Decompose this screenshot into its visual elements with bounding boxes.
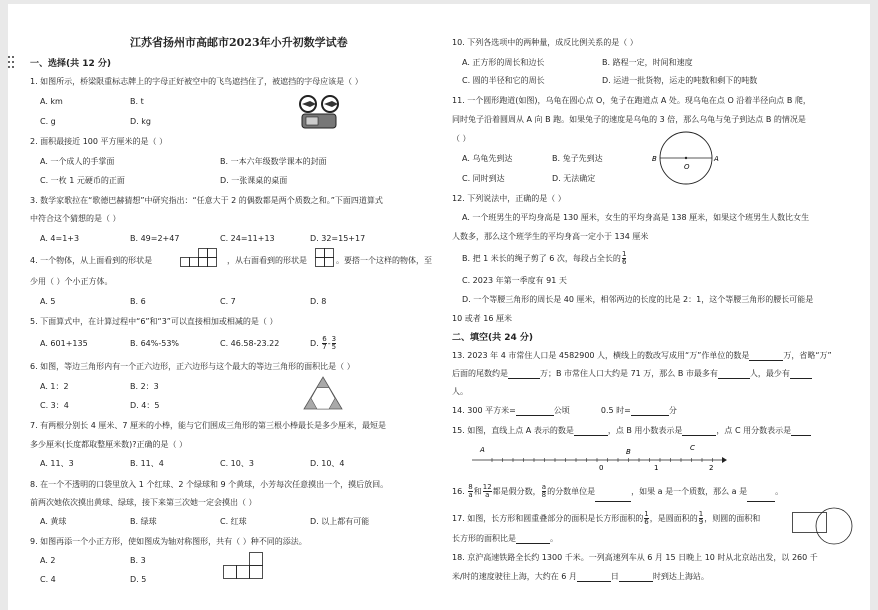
q15-tick-2: 2 <box>709 464 714 472</box>
q7-option-b: B. 11、4 <box>130 459 164 468</box>
q2-stem: 2. 面积最接近 100 平方厘米的是（ ） <box>30 137 168 146</box>
q3-stem-line2: 中符合这个猜想的是（ ） <box>30 214 121 223</box>
q4-stem-part1: 4. 一个物体，从上面看到的形状是 <box>30 256 153 265</box>
q10-stem: 10. 下列各选项中的两种量，成反比例关系的是（ ） <box>452 38 638 47</box>
q4-option-a: A. 5 <box>40 297 56 306</box>
q6-option-b: B. 2：3 <box>130 382 159 391</box>
q1-option-c: C. g <box>40 117 56 126</box>
q1-sign-bird-illustration <box>296 94 342 130</box>
q10-option-c: C. 圆的半径和它的周长 <box>462 76 545 85</box>
q13-blank-4[interactable] <box>790 369 812 379</box>
q11-option-c: C. 同时到达 <box>462 174 505 183</box>
q1-option-b: B. t <box>130 97 144 106</box>
q16-blank-2[interactable] <box>747 492 775 502</box>
q12-stem: 12. 下列说法中，正确的是（ ） <box>452 194 566 203</box>
q15-blank-1[interactable] <box>574 426 608 436</box>
q7-option-a: A. 11、3 <box>40 459 74 468</box>
q15-point-c-label: C <box>690 444 695 452</box>
q18-line1: 18. 京沪高速铁路全长约 1300 千米。一列高速列车从 6 月 15 日晚上 10 时从北京站出发，以 260 千 <box>452 553 818 562</box>
q12-option-c: C. 2023 年第一季度有 91 天 <box>462 276 567 285</box>
q5-option-d: D. $\frac{6}{7}$ - $\frac{3}{5}$ <box>310 335 337 351</box>
q9-option-d: D. 5 <box>130 575 147 584</box>
q15-blank-2[interactable] <box>682 426 716 436</box>
q15-number-line <box>472 442 726 472</box>
q11-stem-line2: 同时兔子沿着圆周从 A 向 B 跑。如果兔子的速度是乌龟的 3 倍，那么乌龟与兔子到达点 B 的情况是 <box>452 115 806 124</box>
q14-blank-2[interactable] <box>631 406 669 416</box>
q10-option-a: A. 正方形的周长和边长 <box>462 58 545 67</box>
q1-stem: 1. 如图所示，桥梁限重标志牌上的字母正好被空中的飞鸟遮挡住了，被遮挡的字母应该是（ ） <box>30 77 363 86</box>
q4-top-view-figure <box>180 247 226 267</box>
q2-option-c: C. 一枚 1 元硬币的正面 <box>40 176 125 185</box>
q13-line1: 13. 2023 年 4 市常住人口是 4582900 人，横线上的数改写成用“万”作单位的数是 万，省略“万” <box>452 351 832 360</box>
q3-stem-line1: 3. 数学家歌拉在“歌德巴赫猜想”中研究指出：“任意大于 2 的偶数都是两个质数之和。”下面四道算式 <box>30 196 383 205</box>
q2-option-a: A. 一个成人的手掌面 <box>40 157 115 166</box>
q12-option-b: B. 把 1 米长的绳子剪了 6 次，每段占全长的 $\frac{1}{6}$ <box>462 250 627 266</box>
q4-option-b: B. 6 <box>130 297 146 306</box>
q18-blank-2[interactable] <box>619 572 653 582</box>
q14-blank-1[interactable] <box>516 406 554 416</box>
q9-option-a: A. 2 <box>40 556 56 565</box>
q4-stem-part3: 。要搭一个这样的物体，至 <box>336 256 432 265</box>
q12-option-d-line2: 10 或者 16 厘米 <box>452 314 512 323</box>
q12-option-d-line1: D. 一个等腰三角形的周长是 40 厘米，相邻两边的长度的比是 2：1，这个等腰三角形的腰长可能是 <box>462 295 814 304</box>
q17-line1: 17. 如图，长方形和圆重叠部分的面积是长方形面积的 $\frac{1}{6}$ ，是圆面积的 $\frac{1}{9}$ ，则圆的面积和 <box>452 510 761 526</box>
q15-line: 15. 如图，直线上点 A 表示的数是 ，点 B 用小数表示是 ，点 C 用分数表示是 <box>452 426 811 436</box>
q5-option-a: A. 601+135 <box>40 339 88 348</box>
section-choice-heading: 一、选择(共 12 分) <box>30 59 112 69</box>
q8-option-c: C. 红球 <box>220 517 247 526</box>
q17-rectangle-circle-figure <box>792 506 856 546</box>
q3-option-a: A. 4=1+3 <box>40 234 80 243</box>
q3-option-c: C. 24=11+13 <box>220 234 275 243</box>
exam-title: 江苏省扬州市高邮市2023年小升初数学试卷 <box>130 36 348 49</box>
q17-line2: 长方形的面积比是 。 <box>452 534 558 543</box>
q4-right-view-figure <box>315 247 335 267</box>
q11-label-b: B <box>652 155 657 163</box>
q12-option-a-line1: A. 一个班男生的平均身高是 130 厘米，女生的平均身高是 138 厘米，如果这个班男生人数比女生 <box>462 213 810 222</box>
q16-line: 16. $\frac{8}{a}$ 和 $\frac{12}{a}$ 都是假分数， $\frac{a}{8}$ 的分数单位是 ，如果 a 是一个质数，那么 a 是 。 <box>452 482 783 502</box>
q6-stem: 6. 如图，等边三角形内有一个正六边形，正六边形与这个最大的等边三角形的面积比是（ ） <box>30 362 355 371</box>
q11-stem-line1: 11. 一个圆形跑道(如图)，乌龟在圆心点 O，兔子在跑道点 A 处。现乌龟在点 O 沿着半径向点 B 爬， <box>452 96 811 105</box>
q6-triangle-hexagon-figure <box>303 376 343 410</box>
q9-option-c: C. 4 <box>40 575 56 584</box>
q13-blank-1[interactable] <box>749 351 783 361</box>
drag-handle-icon[interactable] <box>8 56 16 74</box>
q15-blank-3[interactable] <box>791 426 811 436</box>
q6-option-d: D. 4：5 <box>130 401 160 410</box>
q2-option-b: B. 一本六年级数学课本的封面 <box>220 157 327 166</box>
q15-point-a-label: A <box>480 446 485 454</box>
q5-option-c: C. 46.58-23.22 <box>220 339 280 348</box>
q2-option-d: D. 一张课桌的桌面 <box>220 176 288 185</box>
q15-tick-1: 1 <box>654 464 659 472</box>
q8-option-b: B. 绿球 <box>130 517 157 526</box>
q16-blank-1[interactable] <box>595 492 631 502</box>
q13-blank-3[interactable] <box>718 369 750 379</box>
q8-stem-line2: 前两次她依次摸出黄球、绿球，接下来第三次她一定会摸出（ ） <box>30 498 257 507</box>
q9-option-b: B. 3 <box>130 556 146 565</box>
q10-option-d: D. 运进一批货物，运走的吨数和剩下的吨数 <box>602 76 758 85</box>
q4-stem-part2: ，从右面看到的形状是 <box>227 256 307 265</box>
q7-option-d: D. 10、4 <box>310 459 345 468</box>
q11-label-o: O <box>684 163 690 171</box>
q6-option-a: A. 1：2 <box>40 382 69 391</box>
q15-tick-0: 0 <box>599 464 604 472</box>
q7-stem-line2: 多少厘米(长度都取整厘米数)?正确的是（ ） <box>30 440 188 449</box>
q1-option-d: D. kg <box>130 117 151 126</box>
q1-option-a: A. km <box>40 97 63 106</box>
q7-stem-line1: 7. 有两根分别长 4 厘米、7 厘米的小棒，能与它们围成三角形的第三根小棒最长是多少厘米，最短是 <box>30 421 386 430</box>
q5-option-b: B. 64%-53% <box>130 339 180 348</box>
q9-stem: 9. 如图再添一个小正方形，使如图成为轴对称图形，共有（ ）种不同的添法。 <box>30 537 307 546</box>
q17-blank[interactable] <box>516 534 550 544</box>
q11-circular-track-figure <box>648 130 724 188</box>
q3-option-b: B. 49=2+47 <box>130 234 180 243</box>
q18-line2: 米/时的速度驶往上海，大约在 6 月 日 时到达上海站。 <box>452 572 709 581</box>
q11-option-b: B. 兔子先到达 <box>552 154 603 163</box>
q11-stem-line3: （ ） <box>452 134 471 143</box>
q18-blank-1[interactable] <box>577 572 611 582</box>
q10-option-b: B. 路程一定，时间和速度 <box>602 58 693 67</box>
q8-stem-line1: 8. 在一个不透明的口袋里放入 1 个红球、2 个绿球和 9 个黄球，小芳每次任意摸出一个，摸后放回。 <box>30 480 389 489</box>
section-fill-heading: 二、填空(共 24 分) <box>452 333 534 343</box>
q13-blank-2[interactable] <box>508 369 540 379</box>
exam-page <box>8 4 870 610</box>
q12-option-a-line2: 人数多，那么这个班学生的平均身高一定小于 134 厘米 <box>452 232 649 241</box>
q8-option-a: A. 黄球 <box>40 517 67 526</box>
q8-option-d: D. 以上都有可能 <box>310 517 370 526</box>
q11-option-a: A. 乌龟先到达 <box>462 154 513 163</box>
q4-stem-line2: 少用（ ）个小正方体。 <box>30 277 113 286</box>
q7-option-c: C. 10、3 <box>220 459 254 468</box>
q9-squares-figure <box>220 552 264 582</box>
q13-line2: 后面的尾数约是 万；B 市常住人口大约是 71 万，那么 B 市最多有 人，最少有 <box>452 369 812 379</box>
q11-option-d: D. 无法确定 <box>552 174 596 183</box>
q11-label-a: A <box>714 155 719 163</box>
q4-option-c: C. 7 <box>220 297 236 306</box>
q15-point-b-label: B <box>626 448 631 456</box>
q14-line: 14. 300 平方米= 公顷 0.5 时= 分 <box>452 406 677 415</box>
q5-stem: 5. 下面算式中，在计算过程中“6”和“3”可以直接相加或相减的是（ ） <box>30 317 278 326</box>
q13-line3: 人。 <box>452 387 468 396</box>
q4-option-d: D. 8 <box>310 297 327 306</box>
q6-option-c: C. 3：4 <box>40 401 69 410</box>
q3-option-d: D. 32=15+17 <box>310 234 366 243</box>
